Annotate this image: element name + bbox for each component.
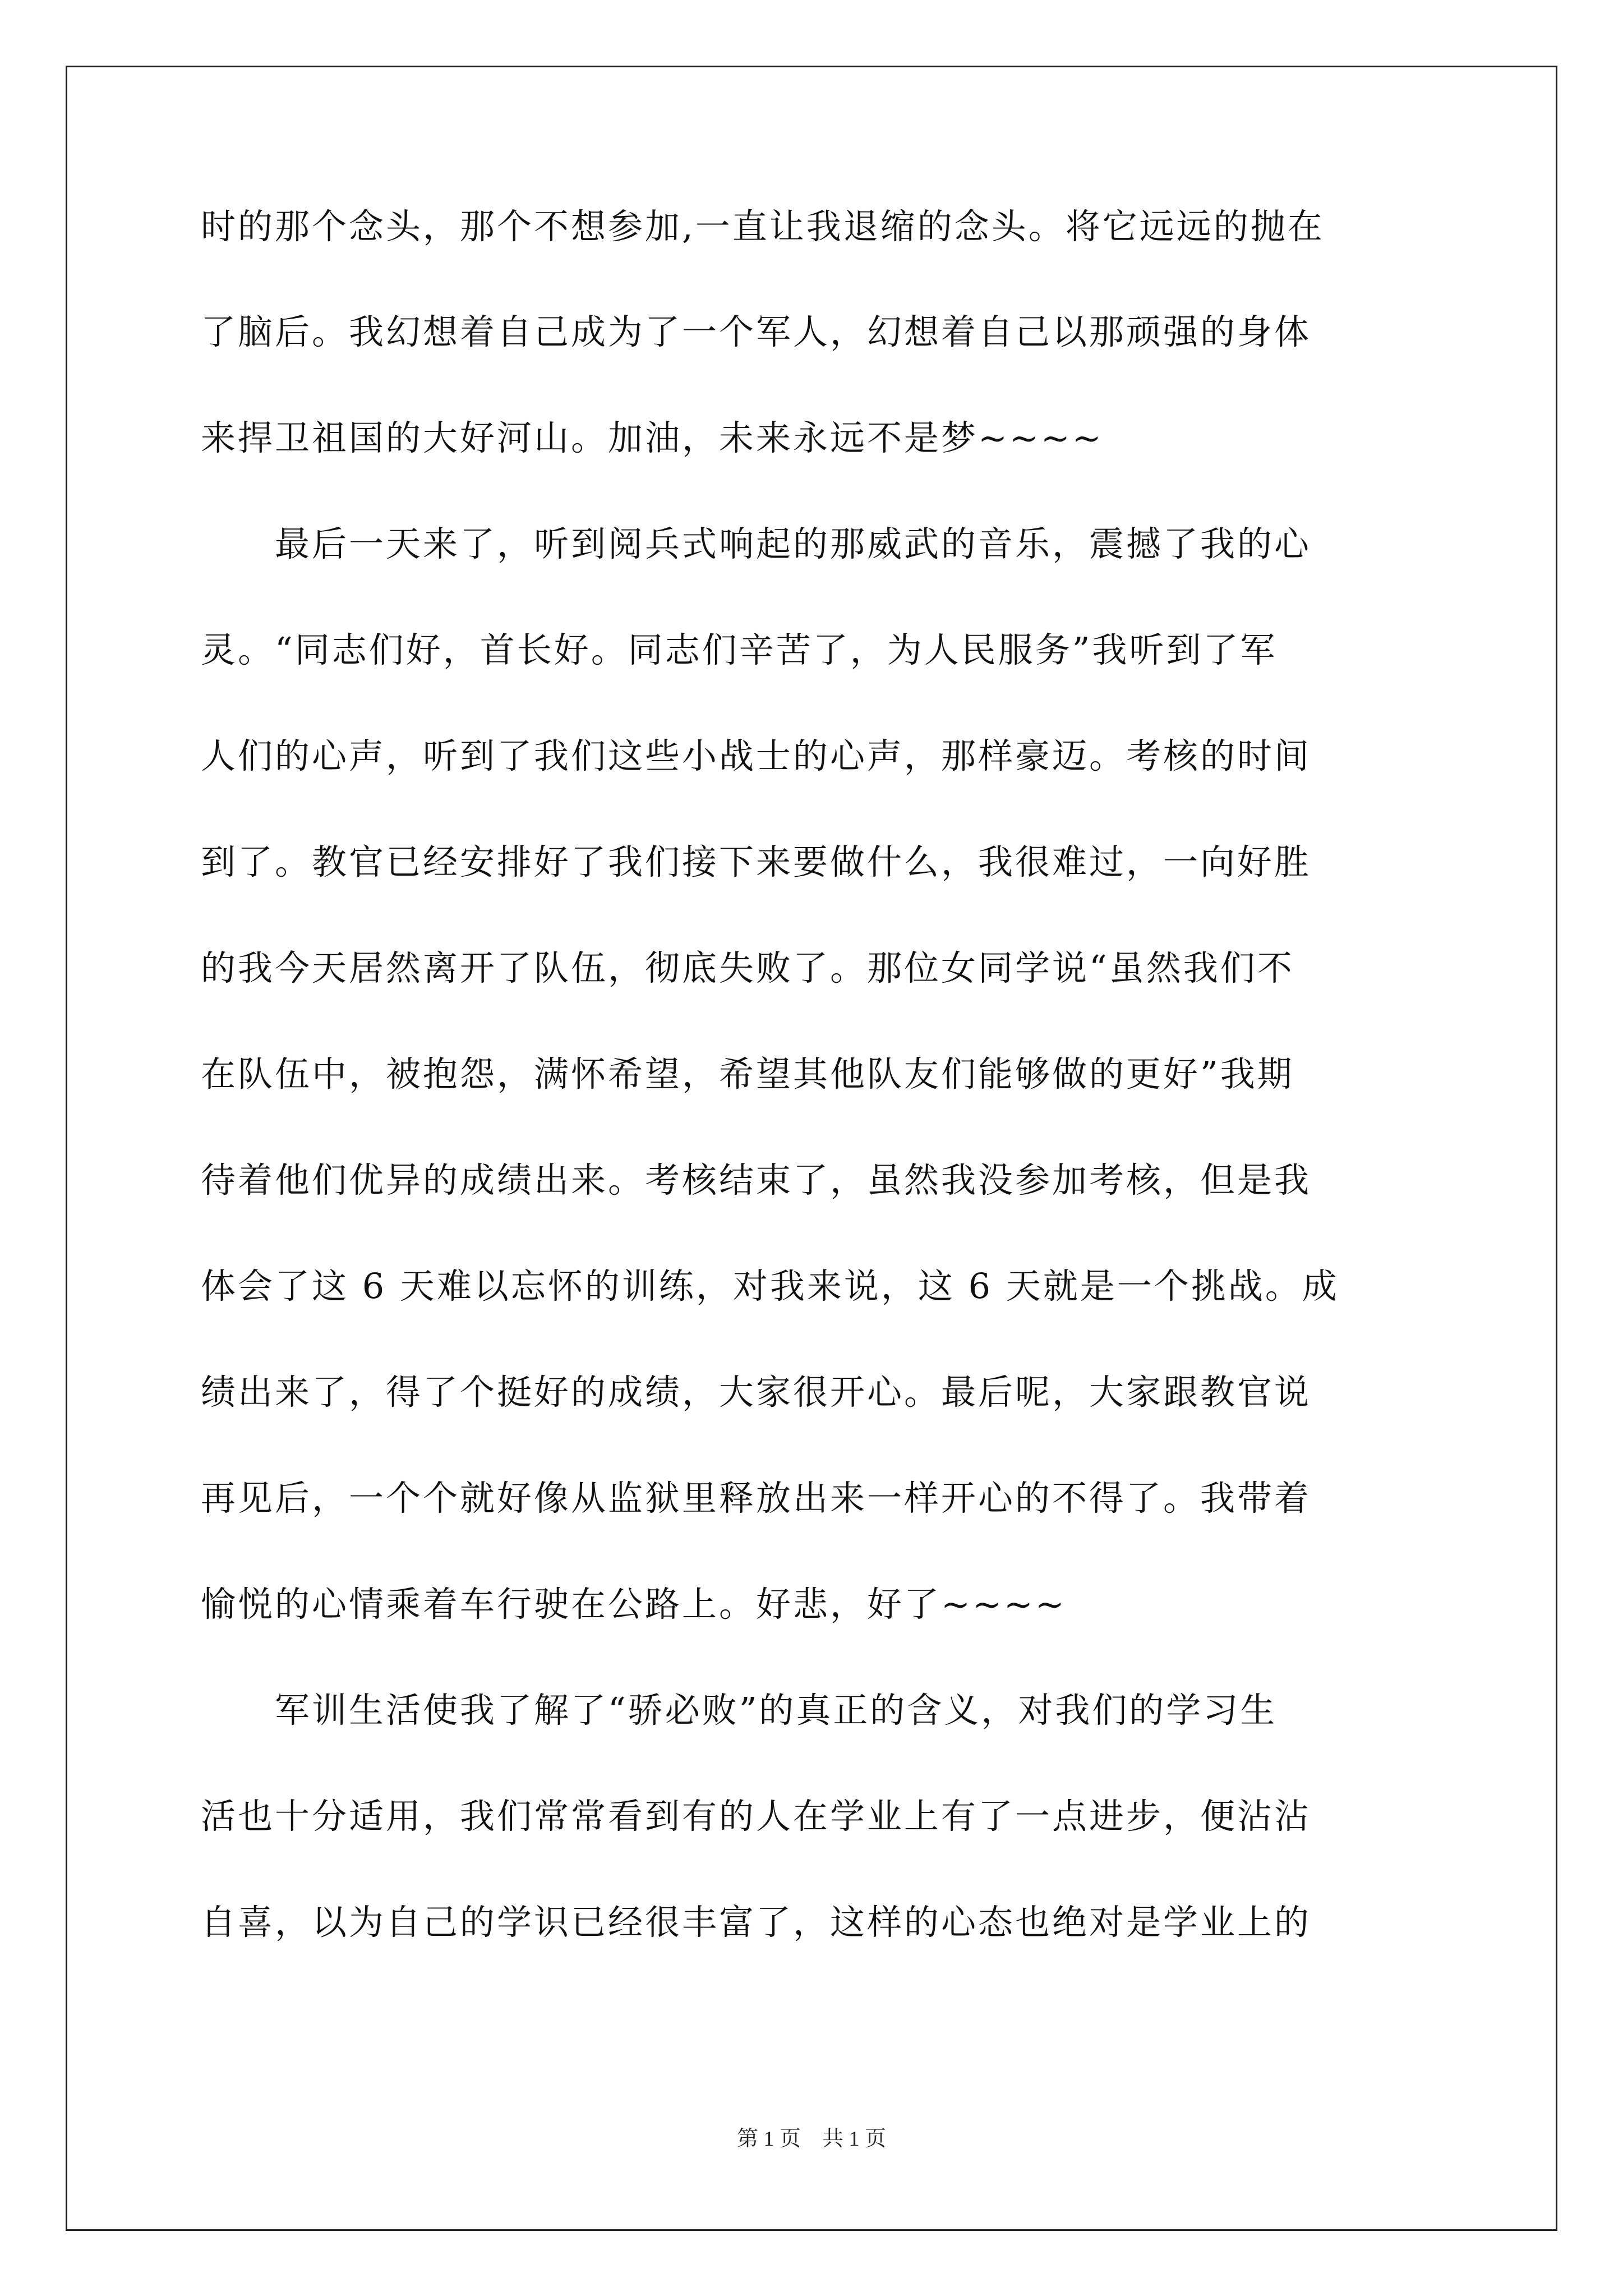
- page-footer: 第 1 页 共 1 页: [736, 2127, 886, 2151]
- text-line-17: 自喜，以为自己的学识已经很丰富了，这样的心态也绝对是学业上的: [201, 1902, 1312, 1943]
- text-line-1: 时的那个念头，那个不想参加,一直让我退缩的念头。将它远远的抛在: [201, 206, 1325, 247]
- text-line-14: 愉悦的心情乘着车行驶在公路上。好悲，好了~~~~: [201, 1584, 1067, 1625]
- text-line-2: 了脑后。我幻想着自己成为了一个军人，幻想着自己以那顽强的身体: [201, 311, 1312, 352]
- text-line-3: 来捍卫祖国的大好河山。加油，未来永远不是梦~~~~: [201, 417, 1104, 458]
- text-line-6: 人们的心声，听到了我们这些小战士的心声，那样豪迈。考核的时间: [201, 735, 1312, 776]
- text-line-5: 灵。“同志们好，首长好。同志们辛苦了，为人民服务”我听到了军: [201, 629, 1278, 670]
- text-line-9: 在队伍中，被抱怨，满怀希望，希望其他队友们能够做的更好”我期: [201, 1053, 1294, 1094]
- text-line-12: 绩出来了，得了个挺好的成绩，大家很开心。最后呢，大家跟教官说: [201, 1372, 1312, 1412]
- text-line-11: 体会了这 6 天难以忘怀的训练，对我来说，这 6 天就是一个挑战。成: [201, 1266, 1339, 1306]
- text-line-8: 的我今天居然离开了队伍，彻底失败了。那位女同学说“虽然我们不: [201, 947, 1294, 988]
- text-line-13: 再见后，一个个就好像从监狱里释放出来一样开心的不得了。我带着: [201, 1478, 1312, 1519]
- text-line-10: 待着他们优异的成绩出来。考核结束了，虽然我没参加考核，但是我: [201, 1159, 1312, 1200]
- text-line-16: 活也十分适用，我们常常看到有的人在学业上有了一点进步，便沾沾: [201, 1796, 1312, 1837]
- text-line-15: 军训生活使我了解了“骄必败”的真正的含义，对我们的学习生: [201, 1690, 1278, 1731]
- text-line-7: 到了。教官已经安排好了我们接下来要做什么，我很难过，一向好胜: [201, 841, 1312, 882]
- text-line-4: 最后一天来了，听到阅兵式响起的那威武的音乐，震撼了我的心: [201, 523, 1312, 564]
